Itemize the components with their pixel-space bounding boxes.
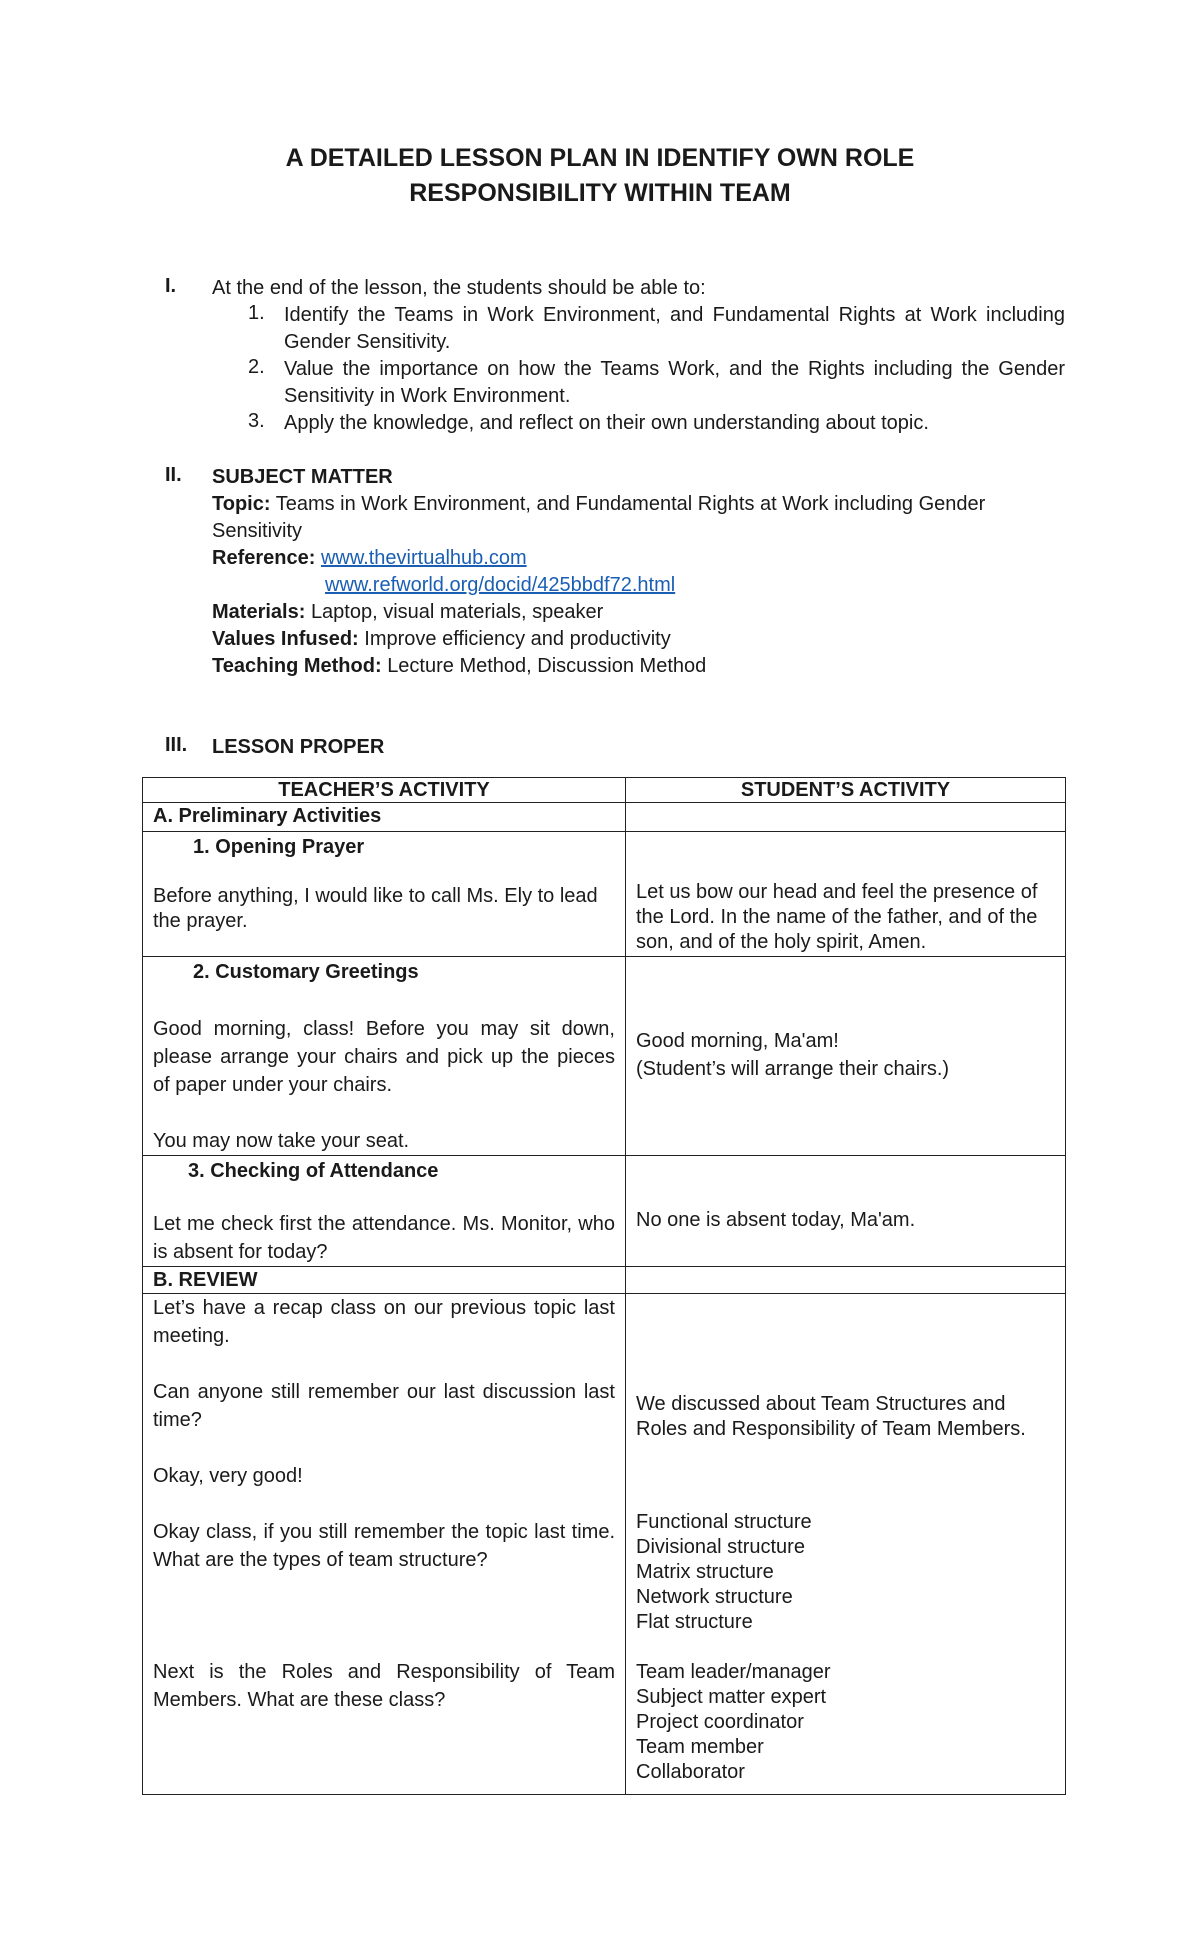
review-teacher-cell <box>143 1294 626 1795</box>
list-item: Matrix structure <box>636 1561 774 1583</box>
method-line <box>212 653 706 680</box>
prayer-student-text: Let us bow our head and feel the presence of the Lord. In the name of the father, and of the son, and of the holy spirit, Amen. <box>636 881 1038 953</box>
section-a-heading: A. Preliminary Activities <box>153 805 382 827</box>
objective-text: Value the importance on how the Teams Work, and the Rights including the Gender Sensitivity in Work Environment. <box>284 358 1065 407</box>
review-student-text: We discussed about Team Structures and Roles and Responsibility of Team Members. <box>636 1393 1026 1440</box>
list-item: Network structure <box>636 1586 793 1608</box>
prayer-student-cell <box>626 832 1066 957</box>
values-value: Improve efficiency and productivity <box>364 628 671 650</box>
reference-link-2[interactable]: www.refworld.org/docid/425bbdf72.html <box>325 574 676 596</box>
greetings-student-text: Good morning, Ma'am! <box>636 1030 839 1052</box>
table-row <box>143 1156 1066 1267</box>
method-label: Teaching Method: <box>212 655 382 677</box>
objective-text: Identify the Teams in Work Environment, and Fundamental Rights at Work including Gender Sensitivity. <box>284 304 1065 353</box>
document-title <box>0 141 1200 211</box>
materials-label: Materials: <box>212 601 306 623</box>
lesson-table <box>142 777 1066 1795</box>
lesson-proper-numeral: III. <box>165 734 188 756</box>
attendance-heading: 3. Checking of Attendance <box>188 1160 439 1182</box>
section-row <box>143 803 1066 832</box>
list-item: Project coordinator <box>636 1711 804 1733</box>
greetings-teacher-cell <box>143 957 626 1156</box>
review-teacher-text: Next is the Roles and Responsibility of Team Members. What are these class? <box>153 1661 615 1711</box>
lesson-proper-heading: LESSON PROPER <box>212 736 385 758</box>
objective-number: 1. <box>248 302 265 324</box>
review-teacher-text: Okay class, if you still remember the topic last time. What are the types of team structure? <box>153 1521 615 1571</box>
objective-number: 3. <box>248 410 265 432</box>
table-row <box>143 832 1066 957</box>
objective-text: Apply the knowledge, and reflect on their own understanding about topic. <box>284 412 929 434</box>
review-teacher-text: Let’s have a recap class on our previous topic last meeting. <box>153 1297 615 1347</box>
prayer-heading: 1. Opening Prayer <box>193 836 365 858</box>
prayer-teacher-cell <box>143 832 626 957</box>
reference-line <box>212 545 527 572</box>
greetings-teacher-text: You may now take your seat. <box>153 1130 410 1152</box>
section-row <box>143 1267 1066 1294</box>
objective-number: 2. <box>248 356 265 378</box>
greetings-student-text: (Student’s will arrange their chairs.) <box>636 1058 950 1080</box>
reference-link-1[interactable]: www.thevirtualhub.com <box>320 547 527 569</box>
prayer-teacher-text: Before anything, I would like to call Ms. Ely to lead the prayer. <box>153 885 598 932</box>
list-item: Divisional structure <box>636 1536 805 1558</box>
attendance-teacher-text: Let me check first the attendance. Ms. Monitor, who is absent for today? <box>153 1213 615 1263</box>
topic-label: Topic: <box>212 493 271 515</box>
teacher-activity-header: TEACHER’S ACTIVITY <box>143 778 626 803</box>
list-item: Collaborator <box>636 1761 745 1783</box>
topic-line <box>212 491 1072 545</box>
reference-label: Reference: <box>212 547 316 569</box>
objectives-numeral: I. <box>165 275 177 297</box>
subject-matter-heading: SUBJECT MATTER <box>212 466 393 488</box>
table-row <box>143 1294 1066 1795</box>
list-item: Subject matter expert <box>636 1686 827 1708</box>
list-item: Team leader/manager <box>636 1661 831 1683</box>
title-line-1: A DETAILED LESSON PLAN IN IDENTIFY OWN ROLE <box>285 144 915 172</box>
topic-value: Teams in Work Environment, and Fundamental Rights at Work including Gender Sensitivity <box>212 493 986 542</box>
title-line-2: RESPONSIBILITY WITHIN TEAM <box>409 179 791 207</box>
section-a-cell <box>143 803 626 832</box>
empty-cell <box>626 1267 1066 1294</box>
list-item: Team member <box>636 1736 764 1758</box>
table-header-row <box>143 778 1066 803</box>
list-item: Functional structure <box>636 1511 812 1533</box>
section-b-cell <box>143 1267 626 1294</box>
review-teacher-text: Okay, very good! <box>153 1465 303 1487</box>
section-b-heading: B. REVIEW <box>153 1269 258 1291</box>
subject-matter-numeral: II. <box>165 464 182 486</box>
attendance-student-cell <box>626 1156 1066 1267</box>
student-activity-header: STUDENT’S ACTIVITY <box>626 778 1066 803</box>
values-line <box>212 626 671 653</box>
empty-cell <box>626 803 1066 832</box>
materials-line <box>212 599 603 626</box>
greetings-heading: 2. Customary Greetings <box>193 961 419 983</box>
attendance-student-text: No one is absent today, Ma'am. <box>636 1209 916 1231</box>
greetings-teacher-text: Good morning, class! Before you may sit down, please arrange your chairs and pick up the pieces of paper under your chairs. <box>153 1018 615 1096</box>
review-teacher-text: Can anyone still remember our last discussion last time? <box>153 1381 615 1431</box>
review-student-cell <box>626 1294 1066 1795</box>
materials-value: Laptop, visual materials, speaker <box>310 601 604 623</box>
attendance-teacher-cell <box>143 1156 626 1267</box>
greetings-student-cell <box>626 957 1066 1156</box>
objectives-intro: At the end of the lesson, the students should be able to: <box>212 277 706 299</box>
values-label: Values Infused: <box>212 628 359 650</box>
table-row <box>143 957 1066 1156</box>
list-item: Flat structure <box>636 1611 753 1633</box>
method-value: Lecture Method, Discussion Method <box>387 655 707 677</box>
